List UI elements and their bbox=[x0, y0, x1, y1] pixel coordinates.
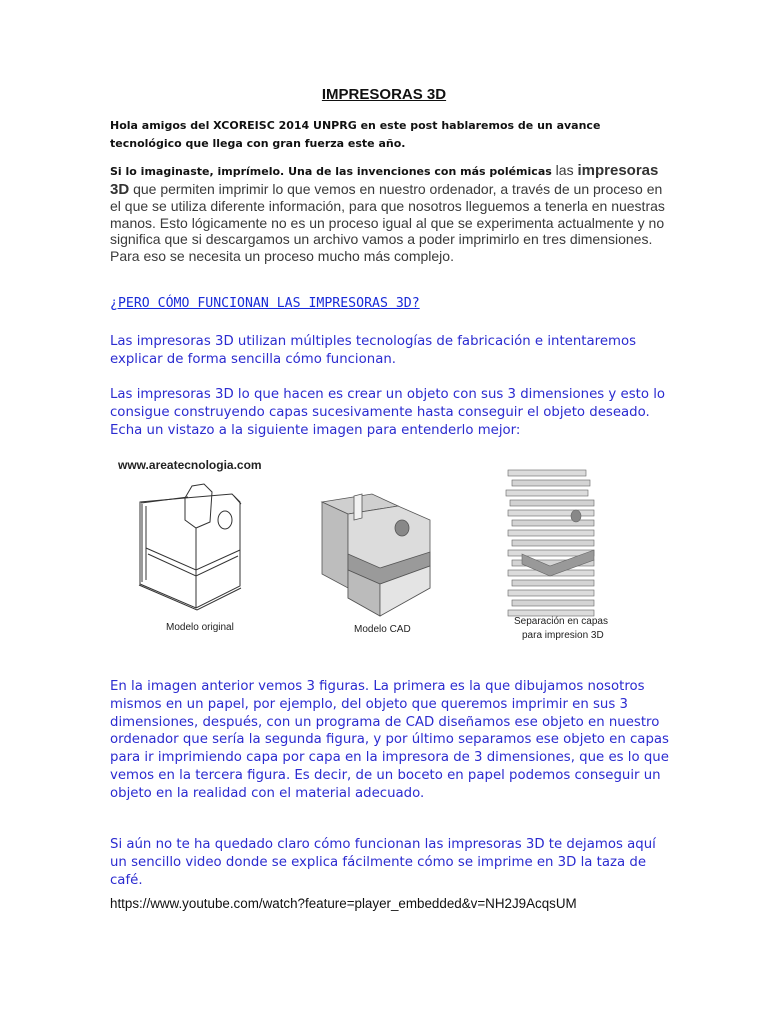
paragraph-figures-explanation: En la imagen anterior vemos 3 figuras. La primera es la que dibujamos nosotros mismos en un papel, por ejemplo, del objeto que queremos imprimir en sus 3 dimensiones, después, con un programa de CAD diseñamos ese objeto en nuestro ordenador que sería la segunda figura, y por último separamos ese objeto en capas para ir imprimiendo capa por capa en la impresora de 3 dimensiones, que es lo que vemos en la tercera figura. Es decir, de un boceto en papel podemos conseguir un objeto en la realidad con el material adecuado. bbox=[110, 679, 669, 801]
caption-cad-model: Modelo CAD bbox=[354, 624, 411, 635]
page-title: IMPRESORAS 3D bbox=[321, 86, 447, 103]
paragraph-technologies: Las impresoras 3D utilizan múltiples tecnologías de fabricación e intentaremos explicar de forma sencilla cómo funcionan. bbox=[110, 334, 637, 367]
paragraph-rest: que permiten imprimir lo que vemos en nuestro ordenador, a través de un proceso en el que se utiliza diferente información, para que nosotros lleguemos a tenerla en nuestras manos. Esto lógicamente no es un proceso igual al que se experimenta actualmente y no significa que si descargamos un archivo vamos a poder imprimirlo en tres dimensiones. Para eso se necesita un proceso mucho más complejo. bbox=[110, 180, 665, 264]
sketch-model-drawing bbox=[139, 484, 241, 610]
paragraph-intro-3d bbox=[110, 162, 670, 264]
section-heading: ¿PERO CÓMO FUNCIONAN LAS IMPRESORAS 3D? bbox=[110, 296, 420, 311]
figure-watermark: www.areatecnologia.com bbox=[118, 458, 262, 472]
cad-model-drawing bbox=[322, 494, 430, 616]
caption-layer-separation-line2: para impresion 3D bbox=[522, 630, 604, 641]
paragraph-video-intro: Si aún no te ha quedado claro cómo funcionan las impresoras 3D te dejamos aquí un sencillo video donde se explica fácilmente cómo se imprime en 3D la taza de café. bbox=[110, 837, 656, 888]
paragraph-lead: Si lo imaginaste, imprímelo. Una de las invenciones con más polémicas bbox=[110, 165, 552, 178]
figure-3d-stages bbox=[110, 458, 650, 648]
caption-original-model: Modelo original bbox=[166, 622, 234, 633]
figure-illustration bbox=[110, 458, 650, 648]
paragraph-pre-strong: las bbox=[551, 162, 578, 178]
layered-model-drawing bbox=[506, 470, 594, 616]
caption-layer-separation-line1: Separación en capas bbox=[514, 616, 608, 627]
paragraph-strong: impresoras 3D bbox=[110, 162, 659, 198]
paragraph-layers: Las impresoras 3D lo que hacen es crear un objeto con sus 3 dimensiones y esto lo consigue construyendo capas sucesivamente hasta conseguir el objeto deseado. Echa un vistazo a la siguiente imagen para entenderlo mejor: bbox=[110, 387, 666, 438]
video-link[interactable]: https://www.youtube.com/watch?feature=player_embedded&v=NH2J9AcqsUM bbox=[110, 896, 577, 911]
intro-paragraph: Hola amigos del XCOREISC 2014 UNPRG en este post hablaremos de un avance tecnológico que llega con gran fuerza este año. bbox=[110, 119, 601, 150]
